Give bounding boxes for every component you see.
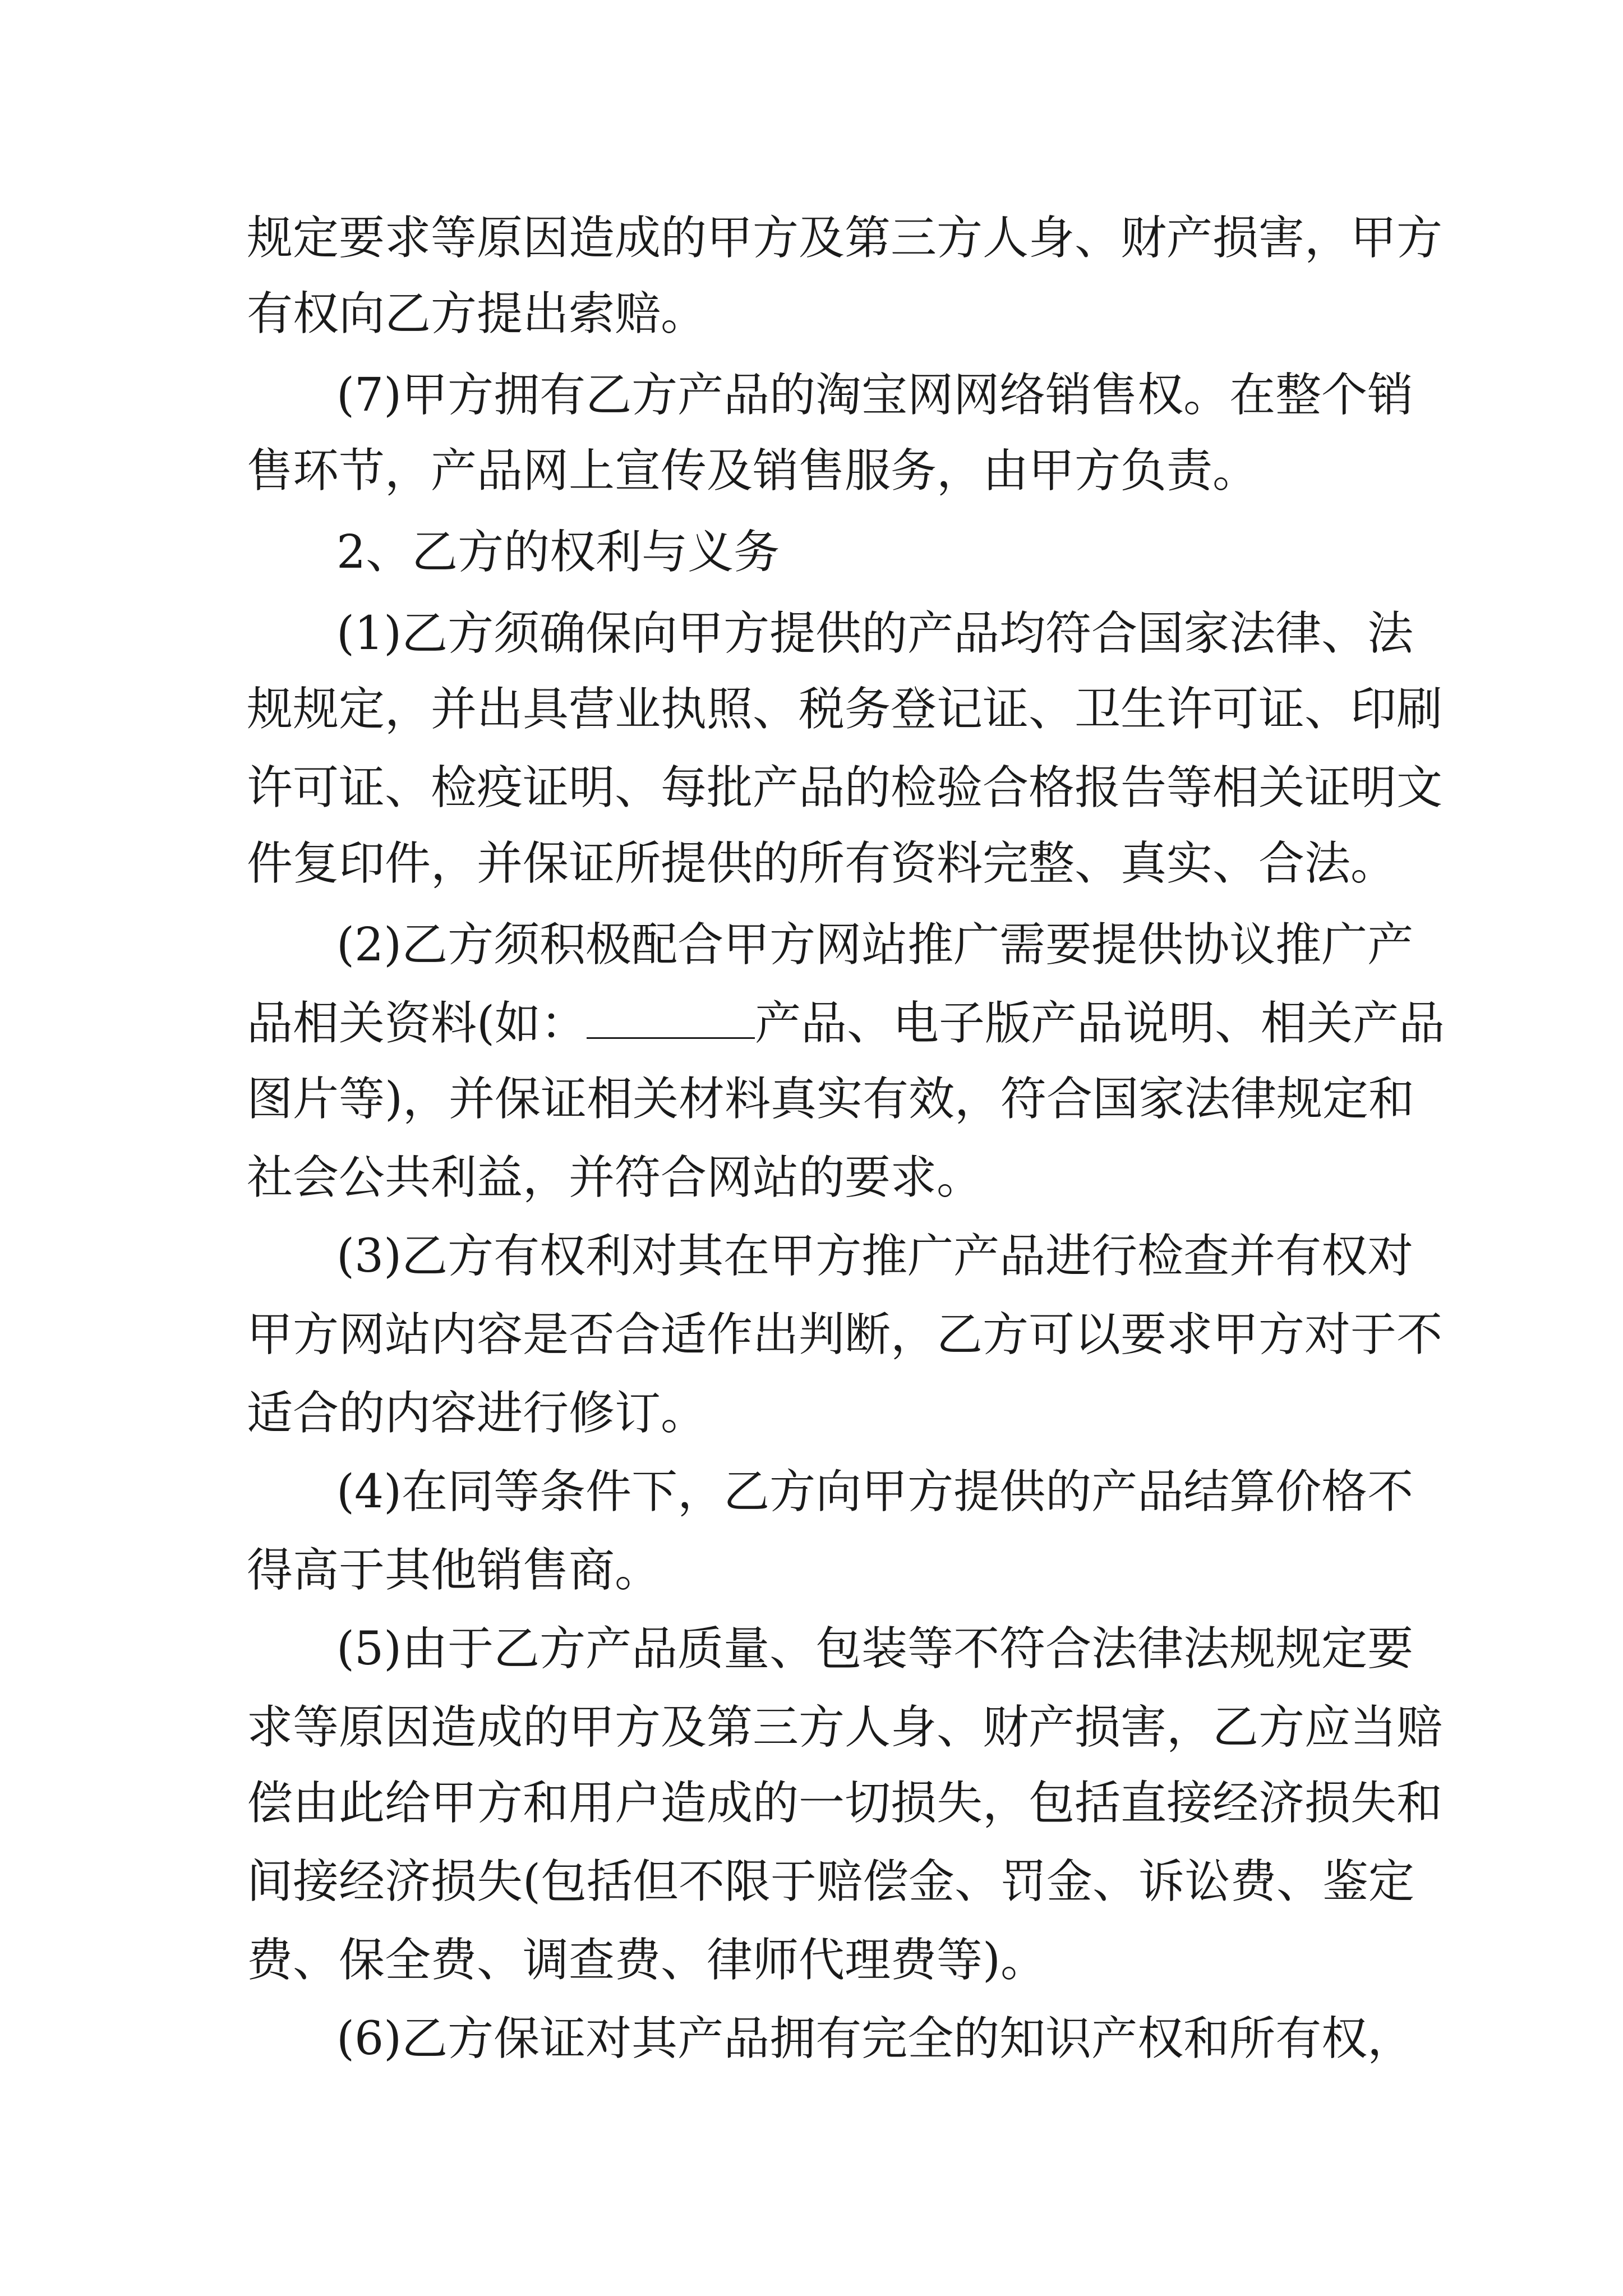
text-line: 图片等)，并保证相关材料真实有效，符合国家法律规定和 [247,1073,1414,1126]
text-line-with-blank [247,987,1445,1060]
text-line: (2)乙方须积极配合甲方网站推广需要提供协议推广产 [336,918,1414,972]
text-line: 费、保全费、调查费、律师代理费等)。 [247,1934,1046,1987]
text-line: 求等原因造成的甲方及第三方人身、财产损害，乙方应当赔 [247,1701,1443,1754]
text-line: (6)乙方保证对其产品拥有完全的知识产权和所有权， [336,2012,1414,2065]
text-line: 间接经济损失(包括但不限于赔偿金、罚金、诉讼费、鉴定 [247,1855,1414,1908]
text-line: (7)甲方拥有乙方产品的淘宝网网络销售权。在整个销 [336,369,1414,422]
text-line: 甲方网站内容是否合适作出判断，乙方可以要求甲方对于不 [247,1308,1443,1361]
text-line: 偿由此给甲方和用户造成的一切损失，包括直接经济损失和 [247,1777,1443,1830]
text-fragment: 品相关资料(如： [247,997,587,1050]
text-line: (3)乙方有权利对其在甲方推广产品进行检查并有权对 [336,1230,1414,1283]
text-line: (1)乙方须确保向甲方提供的产品均符合国家法律、法 [336,607,1414,660]
text-line: 售环节，产品网上宣传及销售服务，由甲方负责。 [247,444,1259,498]
text-line: 社会公共利益，并符合网站的要求。 [247,1151,983,1204]
document-page [247,0,1445,2296]
section-heading: 2、乙方的权利与义务 [336,526,780,579]
text-line: (4)在同等条件下，乙方向甲方提供的产品结算价格不 [336,1465,1414,1519]
text-line: 适合的内容进行修订。 [247,1387,707,1440]
text-fragment: 产品、电子版产品说明、相关产品 [755,997,1445,1050]
text-line: 件复印件，并保证所提供的所有资料完整、真实、合法。 [247,837,1397,890]
text-line: 规定要求等原因造成的甲方及第三方人身、财产损害，甲方 [247,211,1443,265]
text-line: 有权向乙方提出索赔。 [247,287,707,341]
text-line: 得高于其他销售商。 [247,1544,661,1597]
fill-in-blank [587,1004,755,1039]
text-line: (5)由于乙方产品质量、包装等不符合法律法规规定要 [336,1622,1414,1676]
text-line: 许可证、检疫证明、每批产品的检验合格报告等相关证明文 [247,761,1443,815]
text-line: 规规定，并出具营业执照、税务登记证、卫生许可证、印刷 [247,683,1443,736]
